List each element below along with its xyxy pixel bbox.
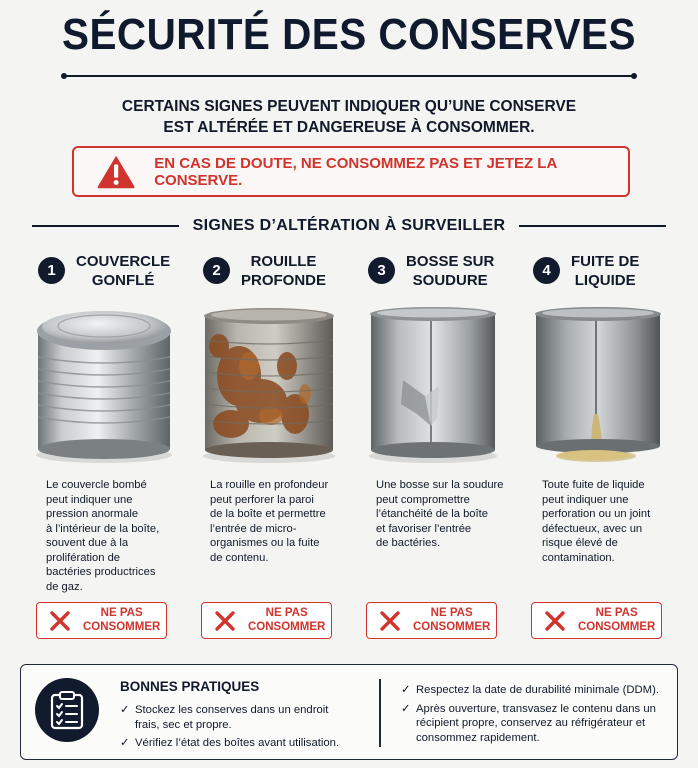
desc-line: de contenu. <box>210 551 269 564</box>
subtitle-line-1: CERTAINS SIGNES PEUVENT INDIQUER QU’UNE CONSERVE <box>121 98 577 115</box>
section-title: SIGNES D’ALTÉRATION À SURVEILLER <box>192 217 506 234</box>
sign-title <box>76 252 170 290</box>
desc-line: de gaz. <box>46 580 83 593</box>
sign-2-description <box>210 478 350 565</box>
sign-number: 3 <box>368 257 395 284</box>
sign-title-line-1: FUITE DE <box>571 253 640 270</box>
desc-line: contamination. <box>542 551 615 564</box>
title-divider <box>64 75 634 77</box>
sign-title-line-1: BOSSE SUR <box>406 253 495 270</box>
desc-line: organismes ou la fuite <box>210 537 320 549</box>
good-practices-right-list <box>401 683 673 749</box>
clipboard-checklist-icon <box>35 678 99 742</box>
desc-line: l’étanchéité de la boîte <box>376 508 488 520</box>
alert-banner <box>72 146 630 197</box>
desc-line: pression anormale <box>46 508 139 520</box>
no-consume-text: NE PAS CONSOMMER <box>413 607 491 633</box>
good-practices-title: BONNES PRATIQUES <box>120 679 260 694</box>
no-consume-text: NE PAS CONSOMMER <box>248 607 326 633</box>
sign-4-description <box>542 478 682 565</box>
no-consume-text: NE PAS CONSOMMER <box>578 607 656 633</box>
no-consume-badge-4 <box>531 602 662 639</box>
sign-number: 2 <box>203 257 230 284</box>
list-item: ✓ Respectez la date de durabilité minimale (DDM). <box>401 683 673 698</box>
cross-icon <box>544 610 566 632</box>
list-item: ✓ Stockez les conserves dans un endroit frais, sec et propre. <box>120 703 370 732</box>
cross-icon <box>379 610 401 632</box>
subtitle <box>0 96 698 138</box>
page-title: SÉCURITÉ DES CONSERVES <box>62 10 636 59</box>
good-practices-left-list <box>120 703 370 755</box>
no-consume-badge-1 <box>36 602 167 639</box>
desc-line: de bactéries. <box>376 537 441 549</box>
leaking-can-image <box>532 306 664 464</box>
sign-title-line-2: PROFONDE <box>241 272 327 289</box>
sign-3-description <box>376 478 516 551</box>
desc-line: perforation ou un joint <box>542 508 651 520</box>
sign-title <box>571 252 639 290</box>
sign-title <box>241 252 326 290</box>
list-item: ✓ Vérifiez l’état des boîtes avant utilisation. <box>120 736 370 751</box>
desc-line: l’entrée de micro- <box>210 522 297 535</box>
section-heading <box>32 214 666 238</box>
desc-line: à l’intérieur de la boîte, <box>46 522 160 535</box>
sign-4 <box>533 252 698 296</box>
desc-line: La rouille en profondeur <box>210 479 329 491</box>
list-item: ✓ Après ouverture, transvasez le contenu dans un récipient propre, conservez au réfrigérateur et consommez rapidement. <box>401 702 673 746</box>
sign-title-line-1: ROUILLE <box>250 253 317 270</box>
sign-number: 1 <box>38 257 65 284</box>
sign-1 <box>38 252 208 296</box>
sign-number: 4 <box>533 257 560 284</box>
desc-line: souvent due à la <box>46 537 129 549</box>
desc-line: peut indiquer une <box>542 493 629 506</box>
desc-line: de la boîte et permettre <box>210 508 326 520</box>
good-practices-divider <box>379 679 381 747</box>
sign-2 <box>203 252 373 296</box>
good-practices-panel <box>20 664 678 760</box>
sign-title-line-1: COUVERCLE <box>76 253 171 270</box>
desc-line: prolifération de <box>46 551 121 564</box>
rusty-can-image <box>201 306 337 464</box>
cross-icon <box>214 610 236 632</box>
swollen-can-image <box>32 305 176 465</box>
subtitle-line-2: EST ALTÉRÉE ET DANGEREUSE À CONSOMMER. <box>163 119 535 136</box>
sign-3 <box>368 252 538 296</box>
alert-text: EN CAS DE DOUTE, NE CONSOMMEZ PAS ET JETEZ LA CONSERVE. <box>154 154 557 189</box>
desc-line: peut perforer la paroi <box>210 493 314 506</box>
section-rule-right <box>519 225 666 227</box>
desc-line: Toute fuite de liquide <box>542 479 645 491</box>
sign-title-line-2: LIQUIDE <box>574 272 636 289</box>
desc-line: et favoriser l’entrée <box>376 522 472 535</box>
desc-line: risque élevé de <box>542 537 618 549</box>
no-consume-badge-3 <box>366 602 497 639</box>
sign-title <box>406 252 494 290</box>
desc-line: bactéries productrices <box>46 566 156 578</box>
no-consume-badge-2 <box>201 602 332 639</box>
desc-line: peut indiquer une <box>46 493 133 506</box>
sign-title-line-2: SOUDURE <box>412 272 488 289</box>
desc-line: peut compromettre <box>376 493 470 506</box>
sign-title-line-2: GONFLÉ <box>91 272 155 289</box>
desc-line: défectueux, avec un <box>542 522 643 535</box>
warning-triangle-icon <box>96 153 136 190</box>
dented-seam-can-image <box>367 306 499 464</box>
desc-line: Le couvercle bombé <box>46 479 147 491</box>
section-rule-left <box>32 225 179 227</box>
no-consume-text: NE PAS CONSOMMER <box>83 607 161 633</box>
desc-line: Une bosse sur la soudure <box>376 479 504 491</box>
sign-1-description <box>46 478 186 594</box>
cross-icon <box>49 610 71 632</box>
